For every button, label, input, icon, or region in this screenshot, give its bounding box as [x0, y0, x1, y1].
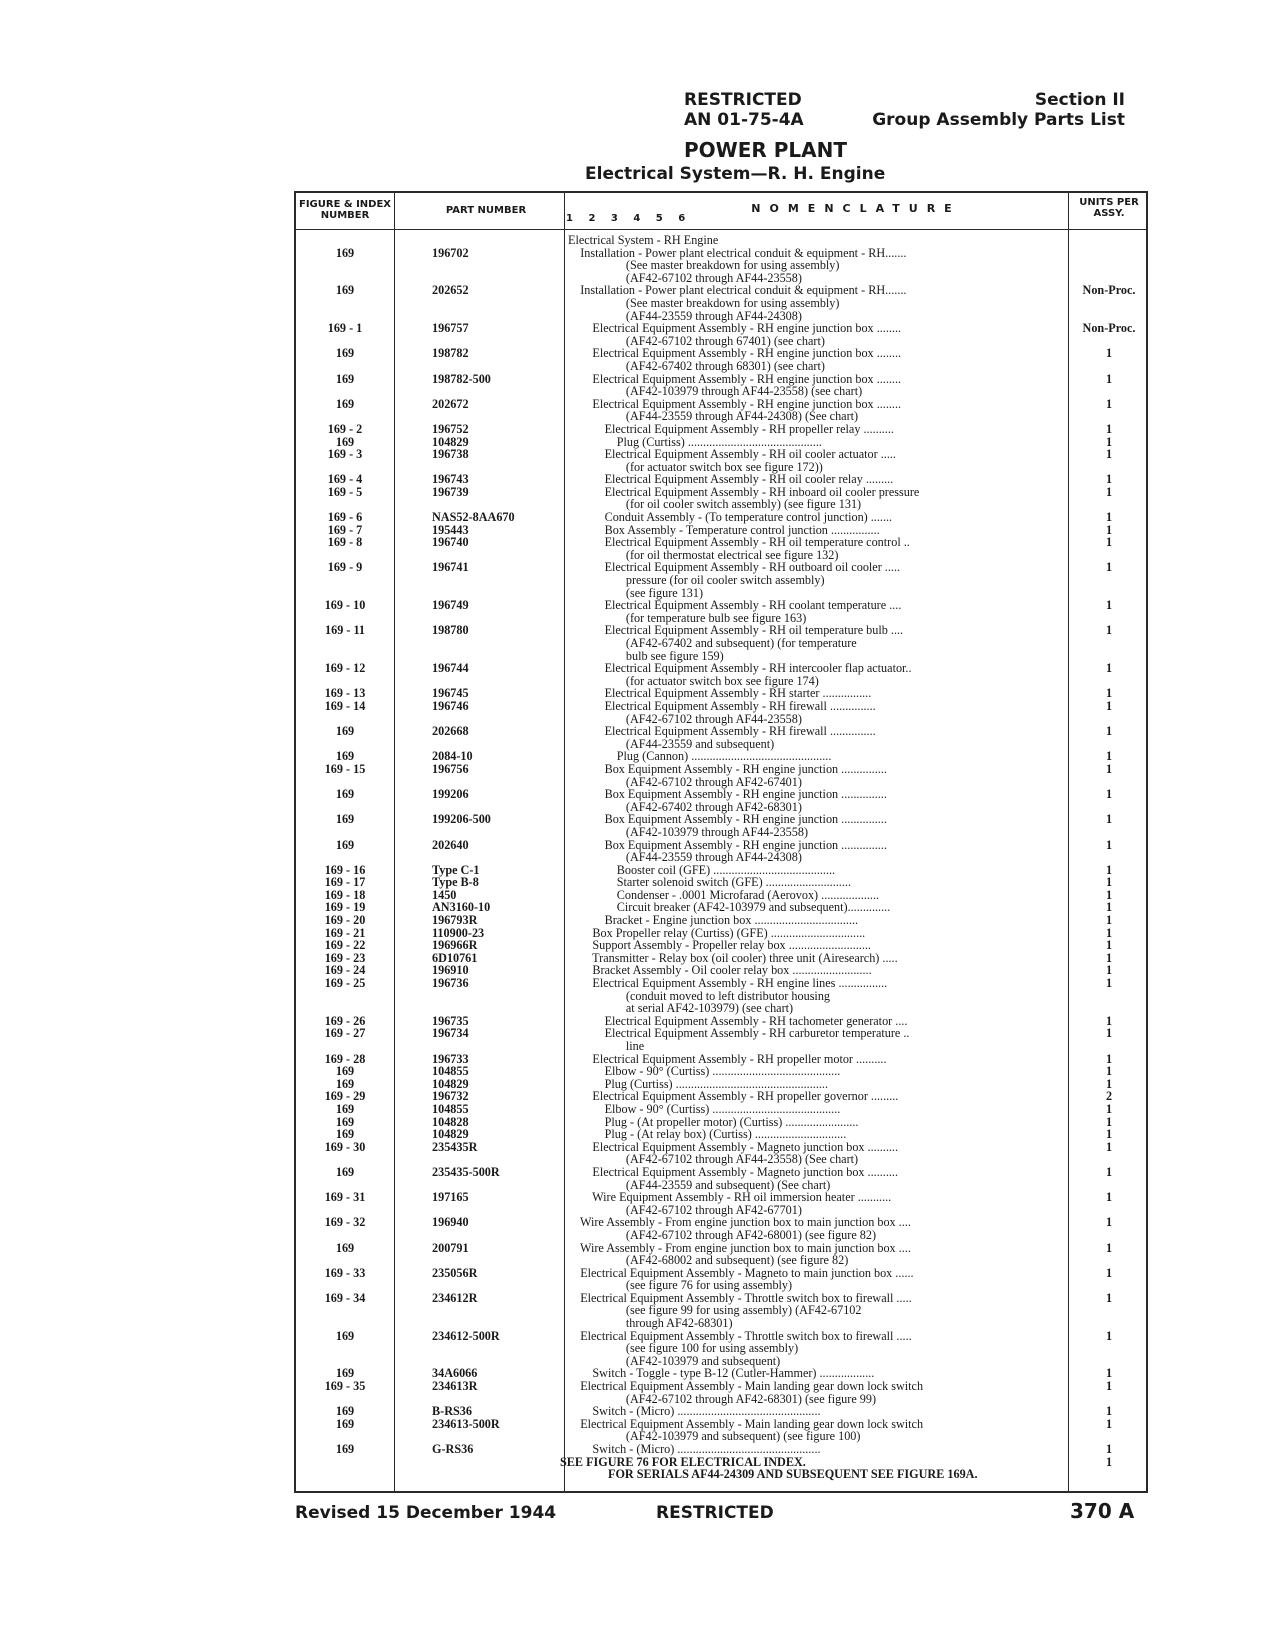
- units-per-assembly: 1: [1105, 724, 1113, 739]
- nomenclature: Box Propeller relay (Curtiss) (GFE) ...............................: [568, 925, 866, 940]
- nomenclature: Electrical Equipment Assembly - RH engine junction box ........ (AF42-103979 through AF44-23558) (see chart): [592, 371, 902, 399]
- figure-index: 169 - 30: [324, 1139, 366, 1154]
- part-number: 198782: [432, 346, 469, 361]
- figure-index: 169: [335, 1164, 355, 1179]
- nomenclature: Electrical Equipment Assembly - Throttle switch box to firewall ..... (see figure 100 for using assembly) (AF42-103979 and subsequent): [580, 1328, 912, 1368]
- units-per-assembly: 1: [1105, 598, 1113, 613]
- units-per-assembly: 1: [1105, 900, 1113, 915]
- part-number: 104829: [432, 434, 469, 449]
- units-per-assembly: 1: [1105, 396, 1113, 411]
- nomenclature: Installation - Power plant electrical conduit & equipment - RH....... (See master breakdown for using assembly) (AF44-23559 through AF44-24308): [580, 283, 907, 323]
- nomenclature: Electrical Equipment Assembly - Magneto junction box .......... (AF42-67102 through AF44-23558) (See chart): [592, 1139, 899, 1167]
- units-per-assembly: 1: [1105, 698, 1113, 713]
- nomenclature: Electrical Equipment Assembly - RH intercooler flap actuator.. (for actuator switch box see figure 174): [604, 661, 912, 688]
- units-per-assembly: 1: [1105, 1215, 1113, 1230]
- figure-index: 169 - 34: [324, 1290, 366, 1305]
- part-number: 235435R: [432, 1139, 478, 1154]
- units-per-assembly: 1: [1105, 1051, 1113, 1066]
- figure-index: 169: [335, 371, 355, 386]
- page-title: POWER PLANT: [684, 138, 848, 162]
- nomenclature: Electrical Equipment Assembly - RH propeller motor ..........: [568, 1051, 887, 1066]
- units-per-assembly: 1: [1105, 913, 1113, 928]
- group-list-label: Group Assembly Parts List: [872, 110, 1125, 130]
- figure-index: 169: [335, 283, 355, 298]
- figure-index: 169: [335, 346, 355, 361]
- part-number: 196910: [432, 963, 469, 978]
- units-per-assembly: 1: [1105, 787, 1113, 802]
- nomenclature: Electrical Equipment Assembly - RH firewall ............... (AF44-23559 and subsequent): [604, 724, 876, 751]
- part-number: 234613R: [432, 1379, 478, 1394]
- units-per-assembly: 1: [1105, 1454, 1113, 1469]
- part-number: 199206: [432, 787, 469, 802]
- units-per-assembly: 1: [1105, 1442, 1113, 1456]
- figure-index: 169: [335, 1064, 355, 1079]
- nomenclature: Electrical Equipment Assembly - RH engine junction box ........ (AF42-67102 through 67401) (see chart): [592, 321, 902, 348]
- part-number: 196702: [432, 245, 469, 260]
- units-per-assembly: 1: [1105, 623, 1113, 638]
- figure-index: 169: [335, 1416, 355, 1431]
- part-number: 234613-500R: [432, 1416, 500, 1431]
- units-per-assembly: 1: [1105, 837, 1113, 852]
- units-per-assembly: 1: [1105, 434, 1113, 449]
- header-restricted: RESTRICTED: [684, 90, 802, 110]
- revision-date: Revised 15 December 1944: [295, 1503, 557, 1523]
- units-per-assembly: 1: [1105, 522, 1113, 537]
- figure-index: 169 - 25: [324, 976, 366, 991]
- units-per-assembly: 1: [1105, 1290, 1113, 1305]
- nomenclature: Wire Assembly - From engine junction box to main junction box .... (AF42-68002 and subsequent) (see figure 82): [579, 1240, 911, 1268]
- nomenclature: Elbow - 90° (Curtiss) ..........................................: [568, 1101, 841, 1116]
- header-divider: [296, 229, 1146, 230]
- nomenclature: Box Equipment Assembly - RH engine junction ............... (AF44-23559 through AF44-24308): [604, 837, 887, 865]
- part-number: 104828: [432, 1114, 469, 1129]
- part-number: 196940: [432, 1215, 469, 1230]
- part-number: 196732: [432, 1089, 469, 1104]
- units-per-assembly: 1: [1105, 371, 1113, 386]
- units-per-assembly: 1: [1105, 875, 1113, 890]
- section-label: Section II: [1034, 90, 1125, 110]
- figure-index: 169: [335, 1404, 355, 1419]
- units-per-assembly: 1: [1105, 686, 1113, 701]
- nomenclature: Electrical Equipment Assembly - RH starter ................: [568, 686, 872, 701]
- figure-index: 169: [335, 245, 355, 260]
- nomenclature: Electrical Equipment Assembly - RH coolant temperature .... (for temperature bulb see figure 163): [604, 598, 902, 625]
- part-number: 198782-500: [432, 371, 491, 386]
- part-number: Type B-8: [432, 875, 479, 890]
- part-number: 234612R: [432, 1290, 478, 1305]
- units-per-assembly: 1: [1105, 560, 1113, 575]
- figure-index: 169 - 11: [325, 623, 365, 638]
- figure-index: 169: [335, 1101, 355, 1116]
- part-number: AN3160-10: [432, 900, 491, 915]
- nomenclature: Starter solenoid switch (GFE) ............................: [568, 875, 851, 890]
- figure-index: 169: [335, 1127, 355, 1142]
- figure-index: 169 - 35: [324, 1379, 366, 1394]
- part-number: 196746: [432, 698, 469, 713]
- units-per-assembly: 1: [1105, 1076, 1113, 1091]
- document-number: AN 01-75-4A: [684, 110, 804, 130]
- part-number: NAS52-8AA670: [432, 510, 515, 525]
- part-number: 196734: [432, 1026, 469, 1041]
- nomenclature: Box Assembly - Temperature control junction ................: [568, 522, 880, 537]
- units-per-assembly: 2: [1105, 1089, 1113, 1104]
- part-number: 200791: [432, 1240, 469, 1255]
- units-per-assembly: 1: [1105, 1114, 1113, 1129]
- part-number: 202668: [432, 724, 469, 739]
- column-header-part-number: PART NUMBER: [445, 205, 527, 216]
- figure-index: 169 - 1: [327, 321, 363, 336]
- figure-index: 169: [335, 434, 355, 449]
- figure-index: 169 - 2: [327, 421, 363, 436]
- units-per-assembly: 1: [1105, 938, 1113, 953]
- units-per-assembly: 1: [1105, 1265, 1113, 1280]
- nomenclature: Support Assembly - Propeller relay box ...........................: [568, 938, 871, 953]
- part-number: 6D10761: [432, 950, 478, 965]
- column-header-figure: FIGURE & INDEX NUMBER: [298, 199, 392, 221]
- units-per-assembly: 1: [1105, 472, 1113, 487]
- units-per-assembly: Non-Proc.: [1082, 321, 1136, 336]
- part-number: 197165: [432, 1190, 469, 1205]
- part-number: 104829: [432, 1127, 469, 1142]
- units-per-assembly: 1: [1105, 421, 1113, 436]
- nomenclature: Circuit breaker (AF42-103979 and subsequent)..............: [568, 900, 891, 915]
- figure-index: 169 - 4: [327, 472, 363, 487]
- nomenclature: Plug (Cannon) ..............................................: [568, 749, 832, 764]
- nomenclature: Elbow - 90° (Curtiss) ..........................................: [568, 1064, 841, 1079]
- units-per-assembly: 1: [1105, 1328, 1113, 1343]
- figure-index: 169 - 5: [327, 484, 363, 499]
- figure-index: 169 - 13: [324, 686, 366, 701]
- part-number: 110900-23: [432, 925, 485, 940]
- nomenclature: Box Equipment Assembly - RH engine junction ............... (AF42-103979 through AF44-23558): [604, 812, 887, 839]
- figure-index: 169 - 28: [324, 1051, 366, 1066]
- figure-index: 169 - 32: [324, 1215, 366, 1230]
- units-per-assembly: 1: [1105, 1164, 1113, 1179]
- part-number: 198780: [432, 623, 469, 638]
- part-number: 235056R: [432, 1265, 478, 1280]
- figure-index: 169: [335, 749, 355, 764]
- nomenclature: Wire Equipment Assembly - RH oil immersion heater ........... (AF42-67102 through AF42-67701): [592, 1190, 892, 1217]
- nomenclature: Plug (Curtiss) ..................................................: [568, 1076, 829, 1091]
- figure-index: 169 - 9: [327, 560, 363, 575]
- units-per-assembly: 1: [1105, 1404, 1113, 1419]
- nomenclature: Electrical Equipment Assembly - RH outboard oil cooler ..... pressure (for oil cooler switch assembly) (see figure 131): [604, 560, 901, 600]
- nomenclature: Conduit Assembly - (To temperature control junction) .......: [568, 510, 893, 525]
- figure-index: 169 - 10: [324, 598, 366, 613]
- nomenclature: Electrical Equipment Assembly - Magneto junction box .......... (AF44-23559 and subsequent) (See chart): [592, 1164, 899, 1192]
- part-number: 196741: [432, 560, 469, 575]
- figure-index: 169: [335, 1114, 355, 1129]
- nomenclature: Electrical Equipment Assembly - RH oil cooler relay .........: [568, 472, 894, 487]
- nomenclature: Electrical Equipment Assembly - Main landing gear down lock switch (AF42-67102 through AF42-68301) (see figure 99): [580, 1379, 924, 1406]
- part-number: B-RS36: [432, 1404, 472, 1419]
- units-per-assembly: 1: [1105, 346, 1113, 361]
- part-number: 199206-500: [432, 812, 491, 827]
- figure-index: 169: [335, 1240, 355, 1255]
- figure-index: 169 - 20: [324, 913, 366, 928]
- figure-index: 169 - 24: [324, 963, 366, 978]
- part-number: 196749: [432, 598, 469, 613]
- nomenclature: Plug (Curtiss) ............................................: [568, 434, 822, 449]
- figure-index: 169 - 22: [324, 938, 366, 953]
- nomenclature: Electrical Equipment Assembly - Main landing gear down lock switch (AF42-103979 and subsequent) (see figure 100): [580, 1416, 924, 1444]
- units-per-assembly: 1: [1105, 661, 1113, 676]
- units-per-assembly: 1: [1105, 1416, 1113, 1431]
- part-number: 196745: [432, 686, 469, 701]
- figure-index: 169 - 3: [327, 447, 363, 462]
- nomenclature: Electrical Equipment Assembly - RH oil temperature control .. (for oil thermostat electrical see figure 132): [604, 535, 910, 562]
- figure-index: 169 - 17: [324, 875, 366, 890]
- figure-index: 169 - 19: [324, 900, 366, 915]
- page-number: 370 A: [1070, 1499, 1135, 1523]
- column-header-units: UNITS PER ASSY.: [1079, 197, 1139, 219]
- units-per-assembly: 1: [1105, 1064, 1113, 1079]
- units-per-assembly: 1: [1105, 925, 1113, 940]
- units-per-assembly: 1: [1105, 761, 1113, 776]
- units-per-assembly: 1: [1105, 749, 1113, 764]
- parts-table: [294, 191, 1148, 1493]
- nomenclature: Plug - (At propeller motor) (Curtiss) ........................: [568, 1114, 859, 1129]
- units-per-assembly: 1: [1105, 1026, 1113, 1041]
- figure-index: 169: [335, 396, 355, 411]
- part-number: 2084-10: [432, 749, 473, 764]
- units-per-assembly: 1: [1105, 1139, 1113, 1154]
- nomenclature: Box Equipment Assembly - RH engine junction ............... (AF42-67402 through AF42-68301): [604, 787, 887, 814]
- nomenclature: Transmitter - Relay box (oil cooler) three unit (Airesearch) .....: [568, 950, 898, 965]
- part-number: 196738: [432, 447, 469, 462]
- figure-index: 169 - 21: [324, 925, 366, 940]
- figure-index: 169 - 6: [327, 510, 363, 525]
- nomenclature: Plug - (At relay box) (Curtiss) ..............................: [568, 1127, 847, 1142]
- figure-index: 169: [335, 1366, 355, 1381]
- units-per-assembly: 1: [1105, 1101, 1113, 1116]
- nomenclature: Condenser - .0001 Microfarad (Aerovox) ...................: [568, 887, 880, 902]
- column-header-indent-levels: 1 2 3 4 5 6: [566, 213, 692, 224]
- nomenclature: Electrical Equipment Assembly - RH oil cooler actuator ..... (for actuator switch box see figure 172)): [604, 447, 896, 474]
- part-number: 196739: [432, 484, 469, 499]
- units-per-assembly: 1: [1105, 1240, 1113, 1255]
- page-subtitle: Electrical System—R. H. Engine: [585, 164, 886, 184]
- figure-index: 169 - 8: [327, 535, 363, 550]
- figure-index: 169: [335, 1442, 355, 1456]
- figure-index: 169: [335, 837, 355, 852]
- figure-index: 169: [335, 812, 355, 827]
- nomenclature: Installation - Power plant electrical conduit & equipment - RH....... (See master breakdown for using assembly) (AF42-67102 through AF44-23558): [580, 245, 907, 285]
- units-per-assembly: 1: [1105, 963, 1113, 978]
- figure-index: 169 - 14: [324, 698, 366, 713]
- units-per-assembly: 1: [1105, 1127, 1113, 1142]
- units-per-assembly: 1: [1105, 510, 1113, 525]
- part-number: 202640: [432, 837, 469, 852]
- part-number: 34A6066: [432, 1366, 478, 1381]
- nomenclature: Booster coil (GFE) ........................................: [568, 862, 836, 877]
- nomenclature: Electrical Equipment Assembly - RH engine junction box ........ (AF44-23559 through AF44-24308) (See chart): [592, 396, 902, 424]
- part-number: 1450: [432, 887, 457, 902]
- figure-index: 169 - 16: [324, 862, 366, 877]
- nomenclature: Switch - (Micro) ...............................................: [568, 1404, 821, 1419]
- part-number: 196793R: [432, 913, 478, 928]
- figure-index: 169 - 26: [324, 1013, 366, 1028]
- part-number: 196736: [432, 976, 469, 991]
- units-per-assembly: 1: [1105, 887, 1113, 902]
- figure-index: 169 - 23: [324, 950, 366, 965]
- figure-index: 169: [335, 724, 355, 739]
- nomenclature: Bracket - Engine junction box ..................................: [568, 913, 859, 928]
- units-per-assembly: 1: [1105, 862, 1113, 877]
- part-number: 202652: [432, 283, 469, 298]
- part-number: 234612-500R: [432, 1328, 500, 1343]
- nomenclature: Switch - Toggle - type B-12 (Cutler-Hammer) ..................: [568, 1366, 875, 1381]
- nomenclature: Electrical System - RH Engine: [568, 233, 719, 247]
- nomenclature: Electrical Equipment Assembly - RH engine junction box ........ (AF42-67402 through 68301) (see chart): [592, 346, 902, 373]
- figure-index: 169: [335, 1076, 355, 1091]
- nomenclature: Wire Assembly - From engine junction box to main junction box .... (AF42-67102 through AF42-68001) (see figure 82): [579, 1215, 911, 1242]
- figure-index: 169 - 15: [324, 761, 366, 776]
- column-header-nomenclature: NOMENCLATURE: [751, 202, 961, 215]
- units-per-assembly: 1: [1105, 950, 1113, 965]
- part-number: 196966R: [432, 938, 478, 953]
- nomenclature: Electrical Equipment Assembly - Throttle switch box to firewall ..... (see figure 99 for using assembly) (AF42-67102 through AF42-68301): [580, 1290, 912, 1331]
- part-number: Type C-1: [432, 862, 480, 877]
- part-number: 196733: [432, 1051, 469, 1066]
- nomenclature: Electrical Equipment Assembly - RH firewall ............... (AF42-67102 through AF44-23558): [604, 698, 876, 726]
- table-row: [296, 234, 1146, 247]
- units-per-assembly: 1: [1105, 447, 1113, 462]
- figure-index: 169: [335, 1328, 355, 1343]
- part-number: 104829: [432, 1076, 469, 1091]
- nomenclature: Electrical Equipment Assembly - RH engine lines ................ (conduit moved to left distributor housing at serial AF42-103979) (see chart): [592, 976, 888, 1016]
- units-per-assembly: 1: [1105, 1013, 1113, 1028]
- part-number: 196740: [432, 535, 469, 550]
- units-per-assembly: 1: [1105, 1379, 1113, 1394]
- part-number: G-RS36: [432, 1442, 474, 1456]
- part-number: 104855: [432, 1101, 469, 1116]
- nomenclature: Electrical Equipment Assembly - RH tachometer generator ....: [568, 1013, 908, 1028]
- nomenclature: Bracket Assembly - Oil cooler relay box ..........................: [568, 963, 872, 978]
- part-number: 195443: [432, 522, 469, 537]
- units-per-assembly: Non-Proc.: [1082, 283, 1136, 298]
- figure-index: 169 - 7: [327, 522, 363, 537]
- nomenclature: Switch - (Micro) ...............................................: [568, 1442, 821, 1456]
- part-number: 196743: [432, 472, 469, 487]
- part-number: 196735: [432, 1013, 469, 1028]
- nomenclature: Electrical Equipment Assembly - Magneto to main junction box ...... (see figure 76 for using assembly): [580, 1265, 914, 1293]
- table-body: [296, 234, 1146, 1481]
- units-per-assembly: 1: [1105, 484, 1113, 499]
- nomenclature: Electrical Equipment Assembly - RH oil temperature bulb .... (AF42-67402 and subsequent) (for temperature bulb see figure 159): [604, 623, 904, 663]
- part-number: 196757: [432, 321, 469, 336]
- units-per-assembly: 1: [1105, 1190, 1113, 1205]
- units-per-assembly: 1: [1105, 812, 1113, 827]
- figure-index: 169 - 12: [324, 661, 366, 676]
- units-per-assembly: 1: [1105, 1366, 1113, 1381]
- units-per-assembly: 1: [1105, 976, 1113, 991]
- nomenclature: Box Equipment Assembly - RH engine junction ............... (AF42-67102 through AF42-67401): [604, 761, 887, 789]
- part-number: 104855: [432, 1064, 469, 1079]
- nomenclature: Electrical Equipment Assembly - RH propeller relay ..........: [568, 421, 894, 436]
- table-note: SEE FIGURE 76 FOR ELECTRICAL INDEX.: [560, 1454, 806, 1469]
- table-note: FOR SERIALS AF44-24309 AND SUBSEQUENT SEE FIGURE 169A.: [608, 1467, 978, 1482]
- part-number: 202672: [432, 396, 469, 411]
- figure-index: 169 - 18: [324, 887, 366, 902]
- part-number: 196752: [432, 421, 469, 436]
- footer-restricted: RESTRICTED: [656, 1503, 774, 1523]
- figure-index: 169 - 27: [324, 1026, 366, 1041]
- figure-index: 169 - 33: [324, 1265, 366, 1280]
- figure-index: 169: [335, 787, 355, 802]
- part-number: 196744: [432, 661, 469, 676]
- figure-index: 169 - 31: [324, 1190, 366, 1205]
- nomenclature: Electrical Equipment Assembly - RH propeller governor .........: [568, 1089, 899, 1104]
- units-per-assembly: 1: [1105, 535, 1113, 550]
- nomenclature: Electrical Equipment Assembly - RH inboard oil cooler pressure (for oil cooler switch assembly) (see figure 131): [604, 484, 920, 512]
- part-number: 235435-500R: [432, 1164, 500, 1179]
- figure-index: 169 - 29: [324, 1089, 366, 1104]
- nomenclature: Electrical Equipment Assembly - RH carburetor temperature .. line: [604, 1026, 910, 1053]
- part-number: 196756: [432, 761, 469, 776]
